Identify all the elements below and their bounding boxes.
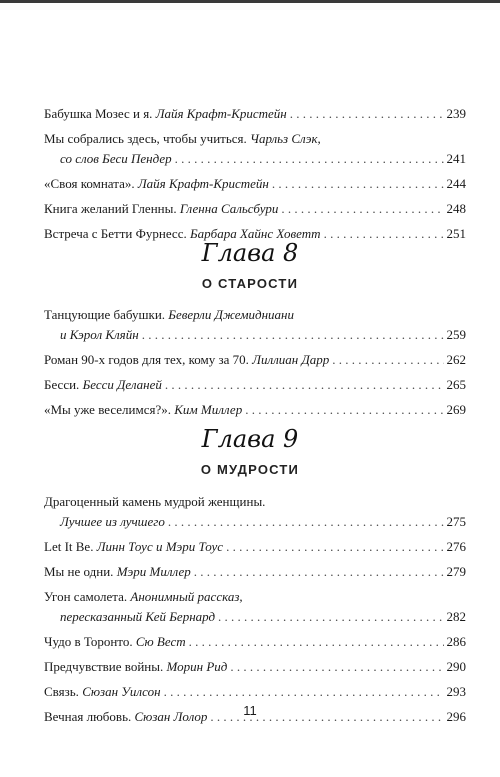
leader-dots: [226, 537, 443, 557]
entry-author: Сюзан Уилсон: [82, 684, 161, 699]
toc-entry: [44, 587, 466, 627]
entry-title: Танцующие бабушки.: [44, 307, 166, 322]
entry-title: Бабушка Мозес и я.: [44, 106, 153, 121]
entry-author: Ким Миллер: [174, 402, 243, 417]
entry-author: Чарльз Слэк,: [250, 131, 321, 146]
toc-entry: [44, 104, 466, 124]
top-border: [0, 0, 500, 3]
entry-page: 293: [446, 684, 466, 699]
entry-author: Сюзан Лолор: [134, 709, 208, 724]
entry-author: Бесси Деланей: [82, 377, 162, 392]
toc-section-chapter8: [44, 305, 466, 425]
chapter-title: Глава 9: [201, 425, 299, 453]
toc-entry: [44, 492, 466, 532]
entry-author: пересказанный Кей Бернард: [60, 609, 216, 624]
entry-title: Связь.: [44, 684, 79, 699]
entry-author: Лайя Крафт-Кристейн: [155, 106, 287, 121]
toc-entry: [44, 129, 466, 169]
entry-title: Мы не одни.: [44, 564, 114, 579]
entry-title: Предчувствие войны.: [44, 659, 164, 674]
entry-page: 296: [446, 709, 466, 724]
toc-section-top: [44, 104, 466, 249]
entry-author: Лиллиан Дарр: [252, 352, 330, 367]
page-number: 11: [243, 703, 257, 718]
leader-dots: [218, 607, 443, 627]
toc-entry: [44, 305, 466, 345]
entry-title: Бесси.: [44, 377, 80, 392]
leader-dots: [245, 400, 443, 420]
leader-dots: [281, 199, 443, 219]
entry-author: Барбара Хайнс Ховетт: [189, 226, 321, 241]
entry-title: Роман 90-х годов для тех, кому за 70.: [44, 352, 249, 367]
entry-page: 286: [446, 634, 466, 649]
entry-author: и Кэрол Кляйн: [60, 327, 139, 342]
entry-author: Беверли Джемидниани: [168, 307, 294, 322]
entry-author: Линн Тоус и Мэри Тоус: [96, 539, 224, 554]
entry-title: Мы собрались здесь, чтобы учиться.: [44, 131, 247, 146]
entry-page: 269: [446, 402, 466, 417]
leader-dots: [165, 375, 444, 395]
entry-title: Книга желаний Гленны.: [44, 201, 177, 216]
entry-page: 282: [446, 609, 466, 624]
toc-entry: [44, 682, 466, 702]
entry-page: 248: [446, 201, 466, 216]
toc-entry: [44, 350, 466, 370]
leader-dots: [194, 562, 444, 582]
leader-dots: [230, 657, 443, 677]
entry-author: Сю Вест: [135, 634, 186, 649]
toc-entry: [44, 199, 466, 219]
entry-title: Вечная любовь.: [44, 709, 132, 724]
toc-entry: [44, 657, 466, 677]
entry-title: «Мы уже веселимся?».: [44, 402, 171, 417]
chapter-title: Глава 8: [201, 239, 299, 267]
entry-page: 262: [446, 352, 466, 367]
entry-author: со слов Беси Пендер: [60, 151, 172, 166]
entry-title: Драгоценный камень мудрой женщины.: [44, 494, 266, 509]
toc-entry: [44, 400, 466, 420]
entry-author: Гленна Сальсбури: [179, 201, 279, 216]
leader-dots: [272, 174, 444, 194]
entry-page: 259: [446, 327, 466, 342]
chapter-heading: [0, 238, 500, 291]
entry-page: 265: [446, 377, 466, 392]
leader-dots: [332, 350, 443, 370]
toc-section-chapter9: [44, 492, 466, 732]
entry-title: Чудо в Торонто.: [44, 634, 133, 649]
entry-author: Лучшее из лучшего: [60, 514, 165, 529]
entry-title: «Своя комната».: [44, 176, 135, 191]
entry-page: 244: [446, 176, 466, 191]
chapter-subtitle: О МУДРОСТИ: [200, 462, 300, 477]
entry-author: Мэри Миллер: [116, 564, 191, 579]
entry-title: Угон самолета.: [44, 589, 128, 604]
entry-title: Встреча с Бетти Фурнесс.: [44, 226, 187, 241]
leader-dots: [164, 682, 444, 702]
toc-entry: [44, 174, 466, 194]
entry-author: Морин Рид: [166, 659, 228, 674]
leader-dots: [290, 104, 444, 124]
leader-dots: [142, 325, 444, 345]
entry-page: 239: [446, 106, 466, 121]
toc-entry: [44, 562, 466, 582]
leader-dots: [168, 512, 444, 532]
toc-entry: [44, 537, 466, 557]
entry-title: Let It Be.: [44, 539, 94, 554]
entry-page: 290: [446, 659, 466, 674]
entry-author: Лайя Крафт-Кристейн: [137, 176, 269, 191]
chapter-subtitle: О СТАРОСТИ: [201, 276, 299, 291]
entry-page: 279: [446, 564, 466, 579]
toc-entry: [44, 632, 466, 652]
entry-page: 276: [446, 539, 466, 554]
chapter-heading: [0, 424, 500, 477]
entry-page: 251: [446, 226, 466, 241]
entry-page: 275: [446, 514, 466, 529]
entry-author: Анонимный рассказ,: [130, 589, 243, 604]
toc-entry: [44, 375, 466, 395]
leader-dots: [175, 149, 444, 169]
entry-page: 241: [446, 151, 466, 166]
leader-dots: [189, 632, 444, 652]
